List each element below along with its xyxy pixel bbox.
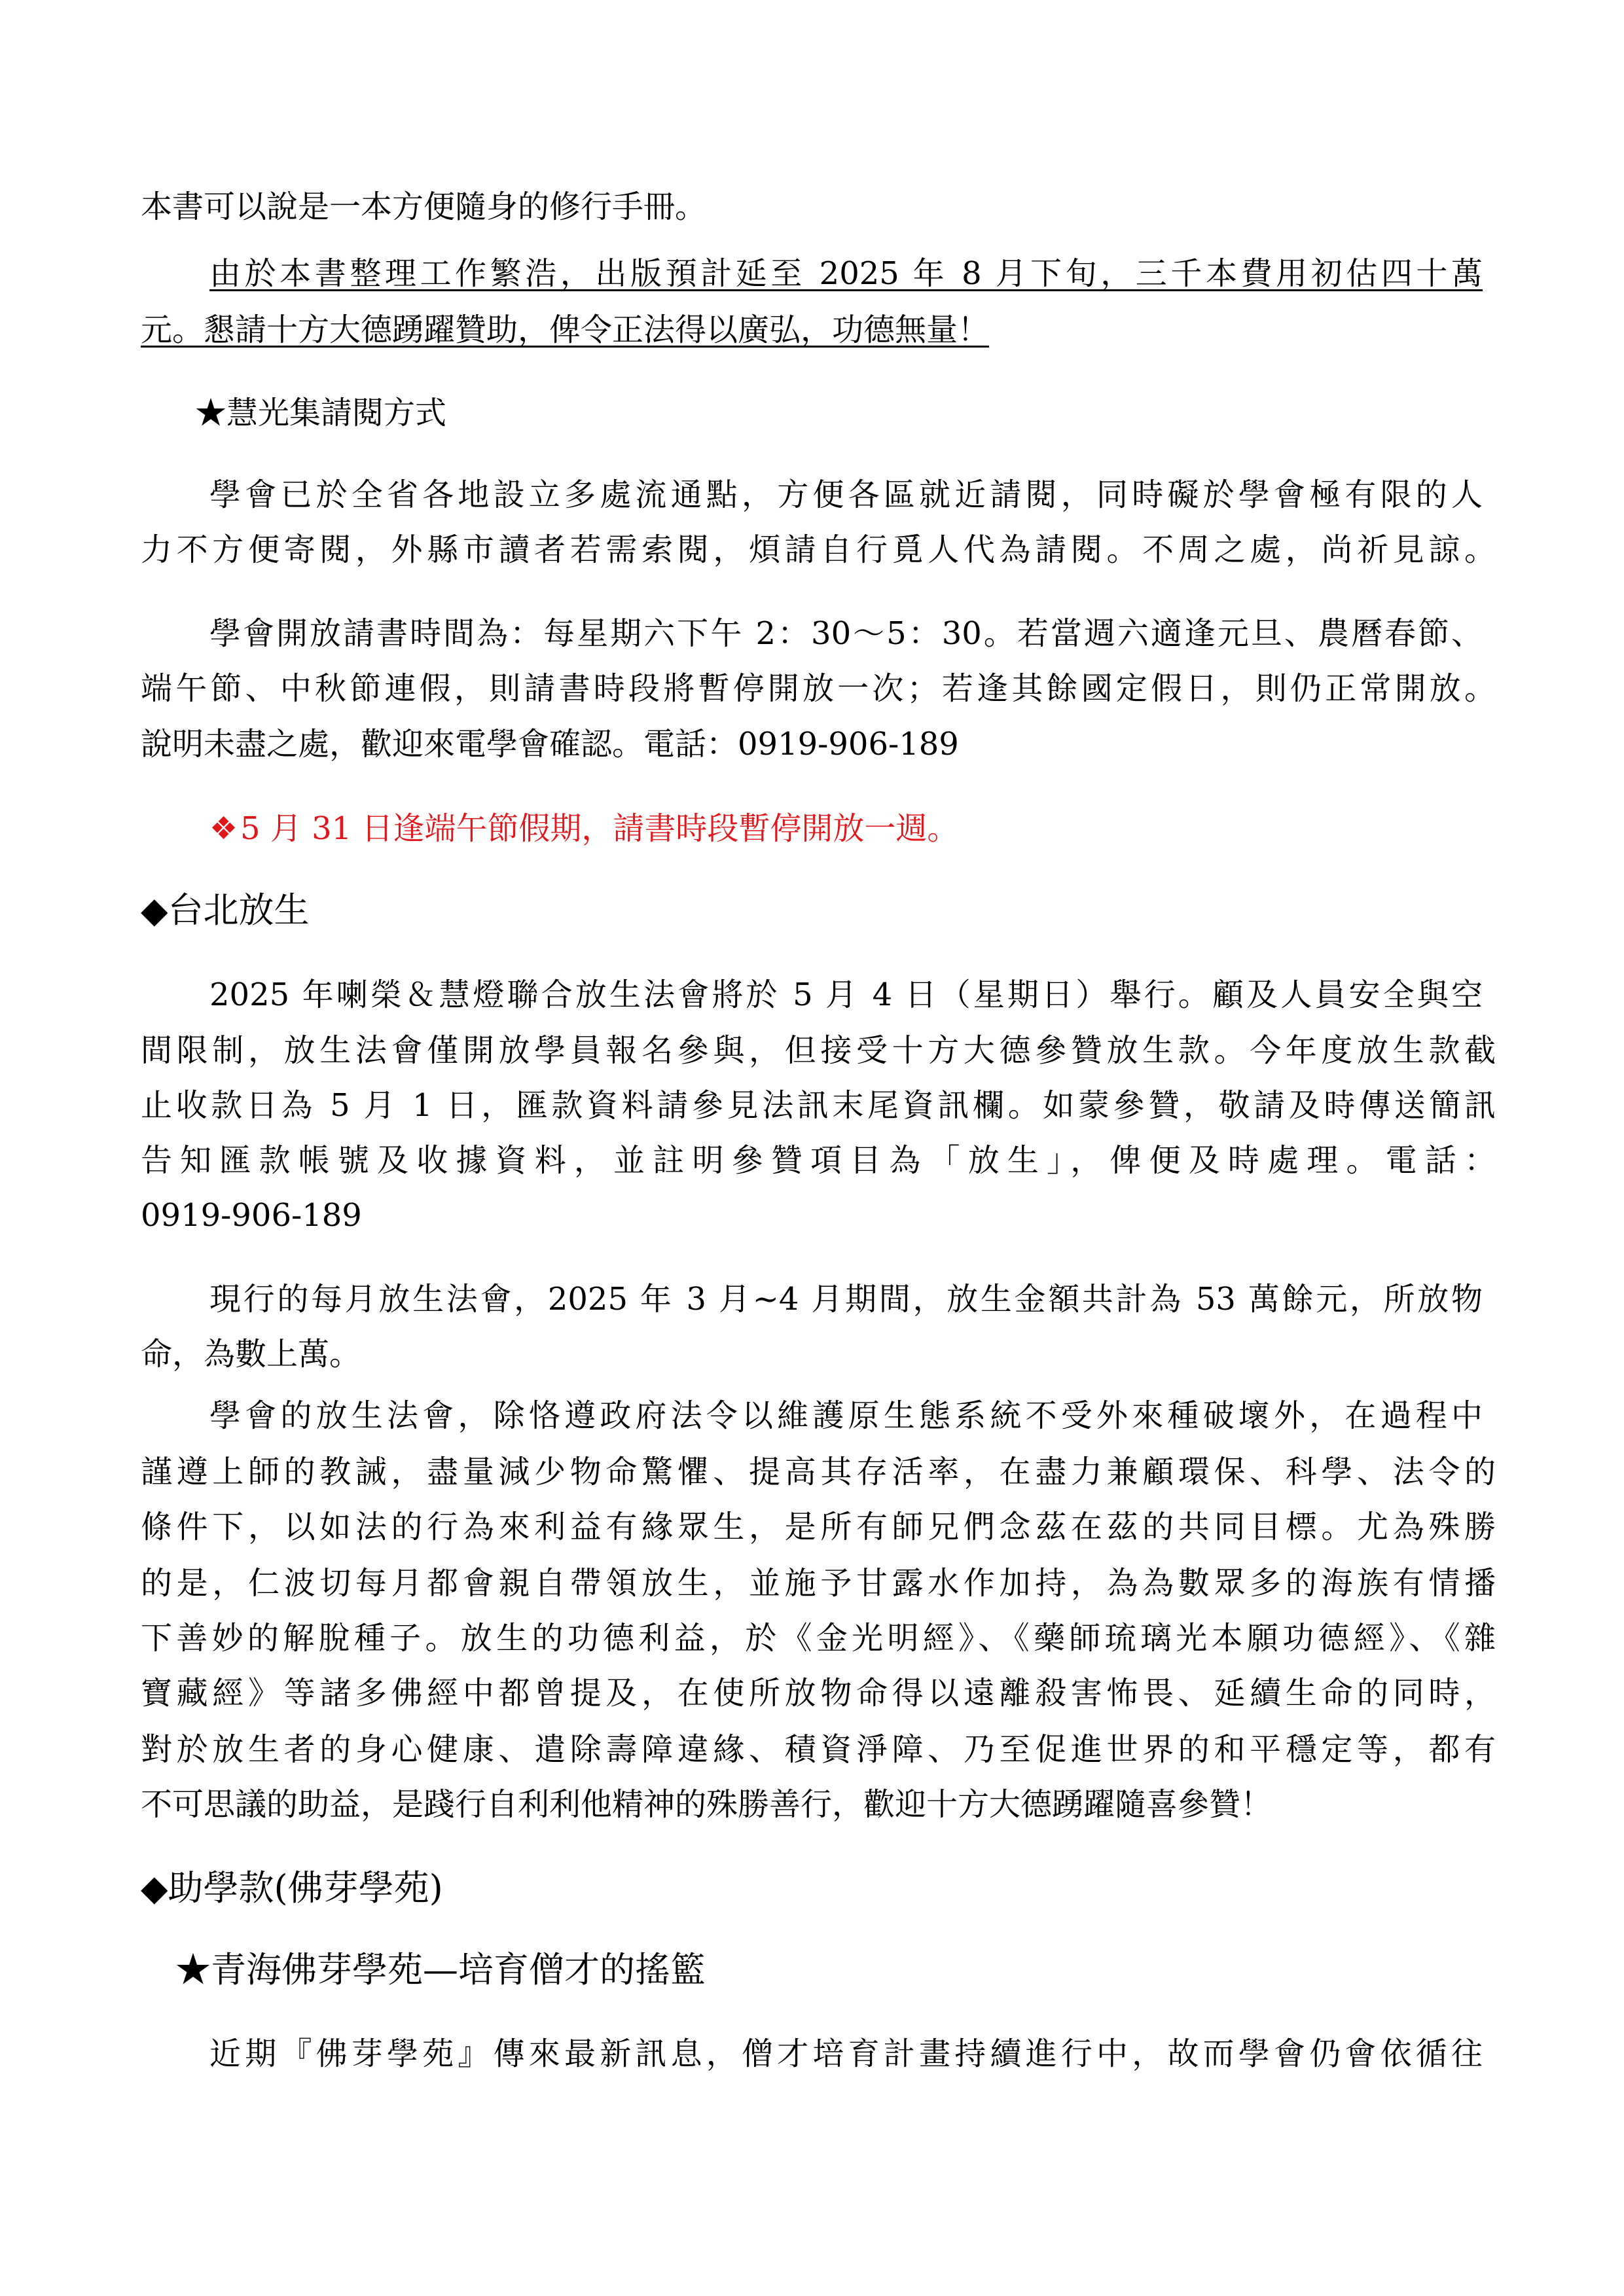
paragraph-line: 命，為數上萬。 <box>141 1336 361 1372</box>
closure-notice-text: 5 月 31 日逢端午節假期，請書時段暫停開放一週。 <box>240 810 959 847</box>
paragraph-line: 寶藏經》等諸多佛經中都曾提及，在使所放物命得以遠離殺害怖畏、延續生命的同時， <box>141 1675 1496 1712</box>
funding-notice-line-1: 由於本書整理工作繁浩，出版預計延至 2025 年 8 月下旬，三千本費用初估四十萬 <box>209 255 1483 292</box>
section-heading-taipei: ◆台北放生 <box>141 889 310 931</box>
paragraph-line: 學會已於全省各地設立多處流通點，方便各區就近請閱，同時礙於學會極有限的人 <box>209 476 1483 513</box>
paragraph-line: 說明未盡之處，歡迎來電學會確認。電話：0919-906-189 <box>141 726 959 762</box>
paragraph-line: 0919-906-189 <box>141 1197 362 1234</box>
paragraph-line: 2025 年喇榮＆慧燈聯合放生法會將於 5 月 4 日（星期日）舉行。顧及人員安全與空 <box>209 977 1483 1013</box>
paragraph-line: 力不方便寄閱，外縣市讀者若需索閱，煩請自行覓人代為請閱。不周之處，尚祈見諒。 <box>141 531 1496 568</box>
paragraph-line: 下善妙的解脫種子。放生的功德利益，於《金光明經》、《藥師琉璃光本願功德經》、《雜 <box>141 1620 1496 1657</box>
paragraph-line: 對於放生者的身心健康、遣除壽障違緣、積資淨障、乃至促進世界的和平穩定等，都有 <box>141 1731 1496 1768</box>
paragraph-line: 不可思議的助益，是踐行自利利他精神的殊勝善行，歡迎十方大德踴躍隨喜參贊！ <box>141 1786 1272 1823</box>
paragraph-line: 學會開放請書時間為：每星期六下午 2：30～5：30。若當週六適逢元旦、農曆春節、 <box>209 615 1483 652</box>
subheading-foya-academy: ★青海佛芽學苑—培育僧才的搖籃 <box>175 1949 706 1990</box>
paragraph-line: 端午節、中秋節連假，則請書時段將暫停開放一次；若逢其餘國定假日，則仍正常開放。 <box>141 670 1496 707</box>
section-heading-huiguang: ★慧光集請閱方式 <box>195 395 447 431</box>
diamond-bullet-icon: ❖ <box>209 810 238 847</box>
paragraph-line: 近期『佛芽學苑』傳來最新訊息，僧才培育計畫持續進行中，故而學會仍會依循往 <box>209 2036 1483 2072</box>
paragraph-line: 告知匯款帳號及收據資料，並註明參贊項目為「放生」，俾便及時處理。電話： <box>141 1142 1496 1179</box>
funding-notice-line-2: 元。懇請十方大德踴躍贊助，俾令正法得以廣弘，功德無量！ <box>141 312 990 348</box>
paragraph-line: 的是，仁波切每月都會親自帶領放生，並施予甘露水作加持，為為數眾多的海族有情播 <box>141 1565 1496 1602</box>
paragraph-line: 謹遵上師的教誡，盡量減少物命驚懼、提高其存活率，在盡力兼顧環保、科學、法令的 <box>141 1454 1496 1490</box>
paragraph-line: 止收款日為 5 月 1 日，匯款資料請參見法訊末尾資訊欄。如蒙參贊，敬請及時傳送簡訊 <box>141 1087 1496 1124</box>
intro-line: 本書可以說是一本方便隨身的修行手冊。 <box>141 188 707 225</box>
paragraph-line: 現行的每月放生法會，2025 年 3 月~4 月期間，放生金額共計為 53 萬餘元，所放物 <box>209 1281 1483 1318</box>
paragraph-line: 間限制，放生法會僅開放學員報名參與，但接受十方大德參贊放生款。今年度放生款截 <box>141 1032 1496 1069</box>
paragraph-line: 條件下，以如法的行為來利益有緣眾生，是所有師兄們念茲在茲的共同目標。尤為殊勝 <box>141 1509 1496 1545</box>
paragraph-line: 學會的放生法會，除恪遵政府法令以維護原生態系統不受外來種破壞外，在過程中 <box>209 1397 1483 1434</box>
section-heading-scholarship: ◆助學款(佛芽學苑) <box>141 1867 443 1909</box>
closure-notice <box>209 809 958 848</box>
